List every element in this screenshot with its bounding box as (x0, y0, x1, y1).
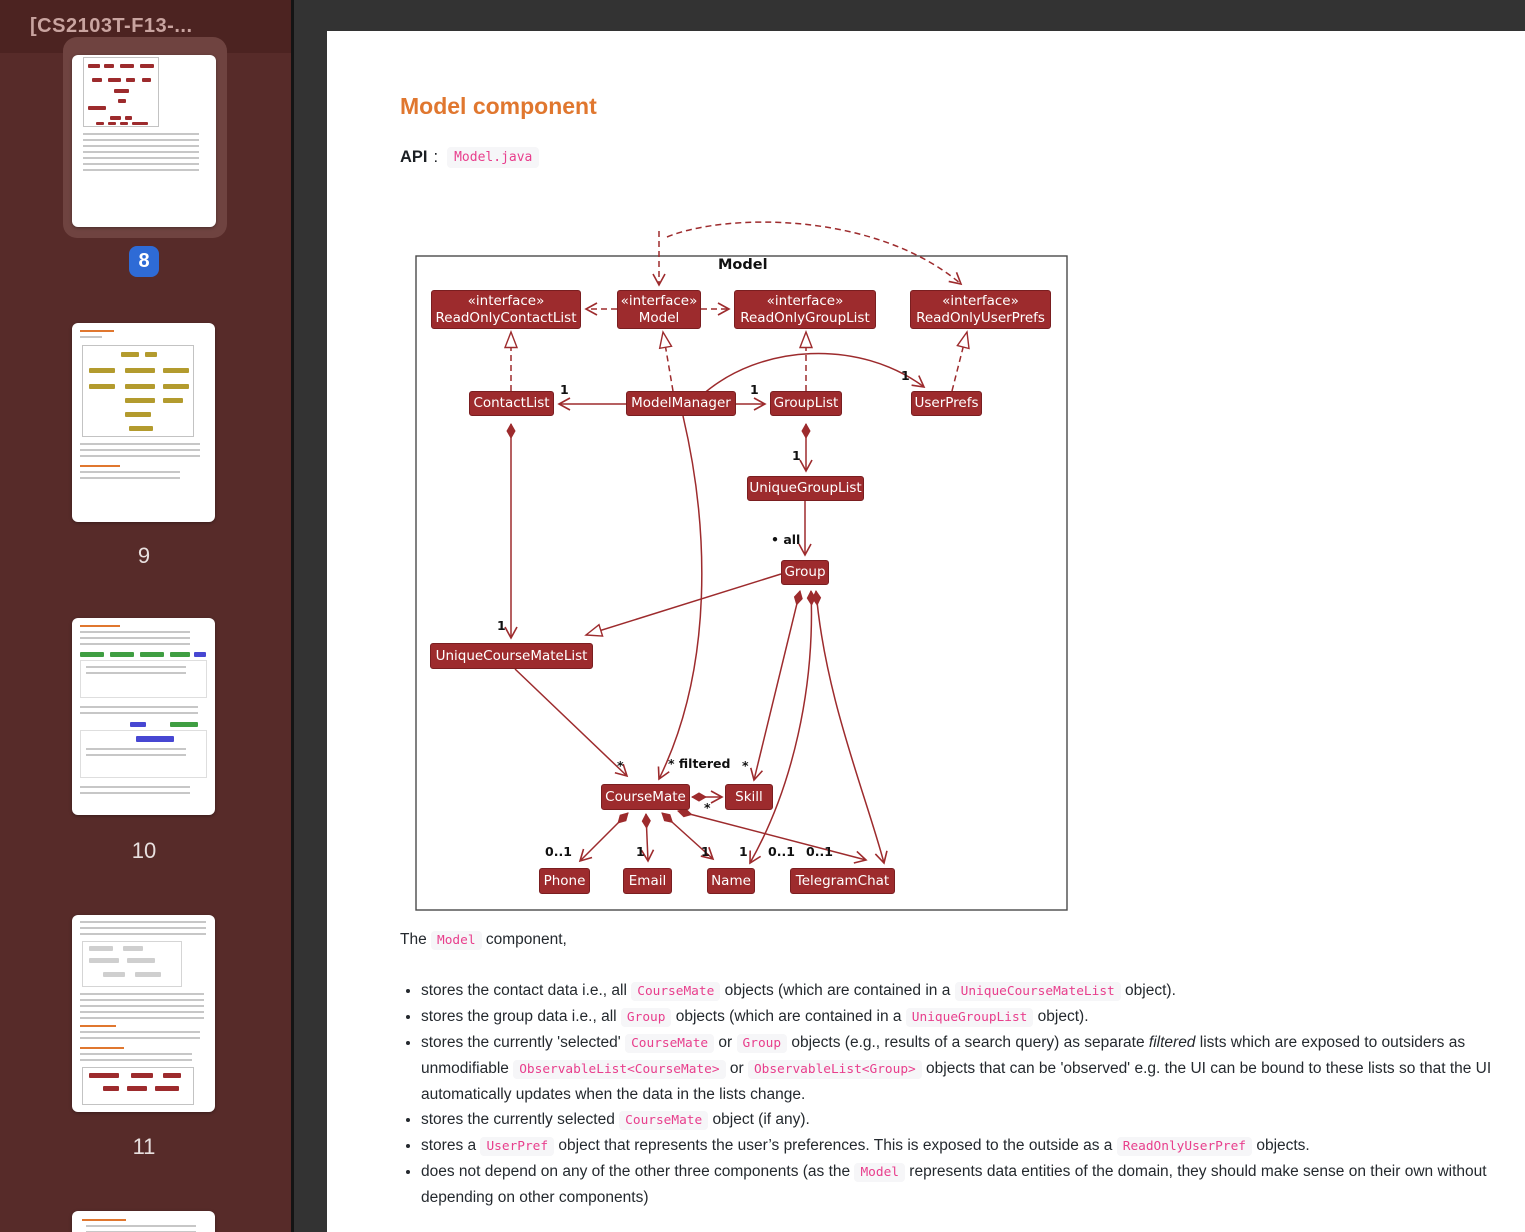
uml-node-uniquegrouplist: UniqueGroupList (747, 476, 864, 501)
page-thumbnail-8[interactable] (72, 55, 216, 227)
uml-multiplicity-label: * filtered (668, 756, 731, 771)
uml-edge-modelmanager-to-coursemate (659, 416, 702, 779)
uml-multiplicity-label: 1 (792, 448, 801, 463)
page-label-9[interactable]: 9 (137, 543, 151, 568)
uml-node-modelmanager: ModelManager (626, 391, 736, 416)
intro-paragraph: The Model component, (400, 931, 567, 948)
api-line (400, 147, 1511, 168)
uml-edge-userprefs-to-readonlyuserprefs (952, 332, 967, 391)
content-area[interactable] (294, 0, 1525, 1232)
uml-node-email: Email (623, 868, 672, 894)
uml-multiplicity-label: 1 (739, 844, 748, 859)
uml-multiplicity-label: • all (771, 532, 801, 547)
uml-multiplicity-label: 0..1 (768, 844, 795, 859)
uml-multiplicity-label: * (617, 758, 624, 773)
inline-code: Group (737, 1034, 788, 1053)
api-code-link[interactable]: Model.java (447, 147, 539, 168)
uml-multiplicity-label: 1 (901, 368, 910, 383)
bullet-item: • does not depend on any of the other three components (as the Model represents data entities of the domain, they should make sense on their own without depending on other components) (421, 1159, 1511, 1210)
page-label-10[interactable]: 10 (131, 838, 157, 863)
page-thumbnail-9[interactable] (72, 323, 215, 522)
uml-node-skill: Skill (725, 784, 773, 810)
bullet-list (400, 978, 1511, 1210)
bullet-item: • stores the contact data i.e., all CourseMate objects (which are contained in a UniqueCourseMateList object). (421, 978, 1511, 1004)
uml-diagram-canvas (415, 227, 1070, 913)
bullet-item: • stores the currently selected CourseMate object (if any). (421, 1107, 1511, 1133)
uml-node-phone: Phone (539, 868, 590, 894)
uml-multiplicity-label: 0..1 (545, 844, 572, 859)
uml-node-contactlist: ContactList (469, 391, 554, 416)
thumb8-diagram (83, 57, 159, 127)
uml-edge-group-to-skill (754, 591, 800, 780)
uml-node-model: «interface» Model (617, 290, 701, 329)
uml-multiplicity-label: 1 (701, 844, 710, 859)
api-separator: : (433, 148, 439, 166)
uml-multiplicity-label: 1 (497, 618, 506, 633)
uml-multiplicity-label: 1 (560, 382, 569, 397)
uml-frame (416, 256, 1067, 910)
uml-node-userprefs: UserPrefs (911, 391, 982, 416)
uml-multiplicity-label: * (742, 758, 749, 773)
inline-code: Group (621, 1008, 672, 1027)
document-page (327, 31, 1525, 1232)
uml-multiplicity-label: * (704, 800, 711, 815)
thumbnail-sidebar (0, 0, 291, 1232)
page-thumbnail-partial[interactable] (72, 1211, 215, 1232)
inline-code: UniqueGroupList (906, 1008, 1034, 1027)
inline-code: Model (431, 931, 482, 950)
thumb8-text-lines (83, 133, 199, 175)
inline-code: ObservableList<CourseMate> (513, 1060, 725, 1079)
uml-edge-group-to-telegramchat (816, 591, 884, 863)
uml-node-name: Name (707, 868, 755, 894)
inline-code: UserPref (480, 1137, 554, 1156)
inline-code: CourseMate (619, 1111, 708, 1130)
bullet-item: • stores the group data i.e., all Group objects (which are contained in a UniqueGroupList object). (421, 1004, 1511, 1030)
uml-edge-coursemate-to-email (646, 814, 648, 861)
bullet-item: • stores the currently 'selected' CourseMate or Group objects (e.g., results of a search query) as separate filtered lists which are exposed to outsiders as unmodifiable ObservableList<CourseMate> or ObservableList<Group> objects that can be 'observed' e.g. the UI can be bound to these lists so that the UI automatically updates when the data in the lists change. (421, 1030, 1511, 1107)
uml-node-readonlycontactlist: «interface» ReadOnlyContactList (431, 290, 581, 329)
uml-edge-group-to-name (750, 591, 811, 863)
page-thumbnail-10[interactable] (72, 618, 215, 815)
inline-code: UniqueCourseMateList (955, 982, 1121, 1001)
uml-node-grouplist: GroupList (770, 391, 842, 416)
document-title: [CS2103T-F13-... (30, 15, 193, 37)
inline-code: CourseMate (625, 1034, 714, 1053)
inline-code: ObservableList<Group> (748, 1060, 922, 1079)
page-title: Model component (400, 93, 597, 119)
inline-code: ReadOnlyUserPref (1117, 1137, 1252, 1156)
uml-node-uniquecoursematelist: UniqueCourseMateList (430, 643, 593, 669)
uml-node-group: Group (781, 560, 829, 585)
uml-edge-group-to-uniquecoursematelist (586, 574, 781, 635)
inline-code: CourseMate (631, 982, 720, 1001)
page-thumbnail-11[interactable] (72, 915, 215, 1112)
uml-edge-modelmanager-to-userprefs (701, 353, 924, 396)
uml-multiplicity-label: 1 (636, 844, 645, 859)
uml-edge-uniquecoursematelist-to-coursemate (515, 669, 627, 776)
uml-multiplicity-label: 0..1 (806, 844, 833, 859)
page-label-11[interactable]: 11 (132, 1134, 156, 1159)
inline-code: Model (854, 1163, 905, 1182)
bullet-item: • stores a UserPref object that represents the user’s preferences. This is exposed to the outside as a ReadOnlyUserPref objects. (421, 1133, 1511, 1159)
uml-diagram (415, 227, 1070, 913)
uml-node-readonlygrouplist: «interface» ReadOnlyGroupList (734, 290, 876, 329)
uml-node-readonlyuserprefs: «interface» ReadOnlyUserPrefs (910, 290, 1051, 329)
api-label: API (400, 148, 428, 166)
uml-edge-modelmanager-to-model (663, 332, 673, 391)
uml-multiplicity-label: 1 (750, 382, 759, 397)
uml-edge-external-to-readonlyuserprefs (667, 222, 961, 284)
uml-edge-coursemate-to-phone (580, 813, 628, 861)
uml-node-telegramchat: TelegramChat (790, 868, 895, 894)
uml-node-coursemate: CourseMate (601, 784, 690, 810)
uml-frame-label: Model (718, 257, 768, 273)
page-number-badge: 8 (129, 246, 159, 277)
thumb9-diagram (82, 345, 194, 437)
